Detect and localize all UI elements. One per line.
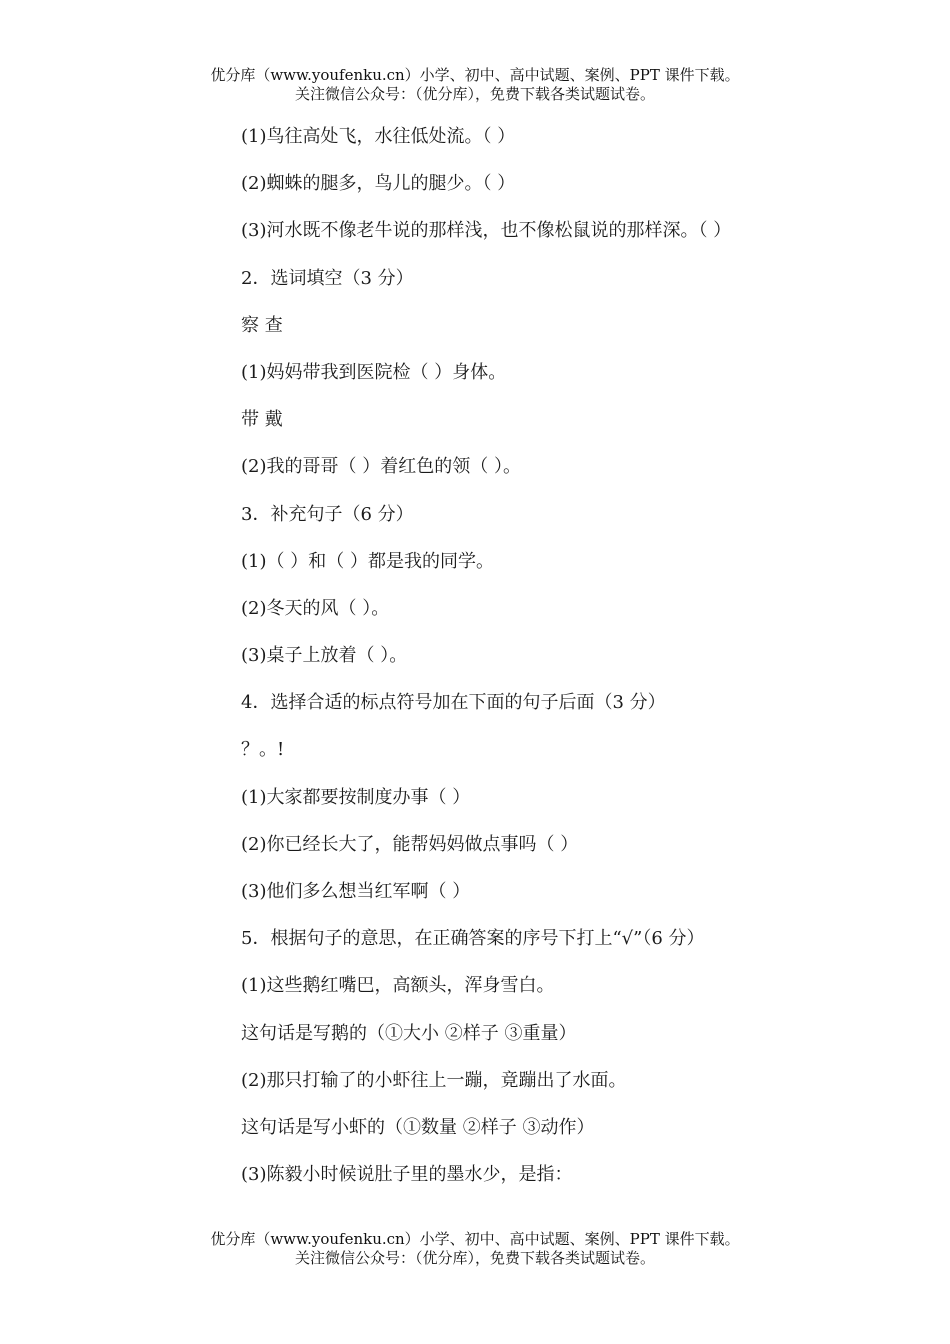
question-line: (1)大家都要按制度办事（ ） [241,786,471,808]
punctuation-choices: ？。! [241,739,285,761]
question-line: (3)陈毅小时候说肚子里的墨水少，是指： [241,1164,573,1186]
word-choices: 察 查 [241,314,283,336]
question-line: (1)鸟往高处飞，水往低处流。（ ） [241,126,516,147]
header-line-1: 优分库（www.youfenku.cn）小学、初中、高中试题、案例、PPT 课件下载。 [210,66,740,84]
question-line: (2)我的哥哥（ ）着红色的领（ ）。 [241,456,521,478]
footer-line-2: 关注微信公众号：（优分库），免费下载各类试题试卷。 [294,1249,655,1267]
page-header [0,66,950,104]
question-line: (2)蜘蛛的腿多，鸟儿的腿少。（ ） [241,173,516,195]
word-choices: 带 戴 [241,409,283,431]
question-line: (2)冬天的风（ ）。 [241,597,390,619]
question-line: (3)他们多么想当红军啊（ ） [241,881,471,902]
section-heading: 4．选择合适的标点符号加在下面的句子后面（3 分） [241,692,666,714]
question-line: (3)桌子上放着（ ）。 [241,645,408,667]
answer-options: 这句话是写小虾的（①数量 ②样子 ③动作） [241,1116,595,1138]
footer-line-1: 优分库（www.youfenku.cn）小学、初中、高中试题、案例、PPT 课件下载。 [210,1230,740,1248]
question-line: (1)（ ）和（ ）都是我的同学。 [241,550,494,572]
section-heading: 3．补充句子（6 分） [241,503,414,525]
question-line: (3)河水既不像老牛说的那样浅，也不像松鼠说的那样深。（ ） [241,220,732,242]
question-line: (1)这些鹅红嘴巴，高额头，浑身雪白。 [241,975,555,997]
question-line: (2)那只打输了的小虾往上一蹦，竟蹦出了水面。 [241,1069,627,1091]
question-line: (1)妈妈带我到医院检（ ）身体。 [241,361,507,383]
question-line: (2)你已经长大了，能帮妈妈做点事吗（ ） [241,833,579,855]
section-heading: 5．根据句子的意思，在正确答案的序号下打上“√”（6 分） [241,928,705,950]
document-body [241,122,881,1207]
answer-options: 这句话是写鹅的（①大小 ②样子 ③重量） [241,1022,577,1044]
page-footer [0,1230,950,1268]
section-heading: 2．选词填空（3 分） [241,267,414,289]
header-line-2: 关注微信公众号：（优分库），免费下载各类试题试卷。 [294,85,655,103]
